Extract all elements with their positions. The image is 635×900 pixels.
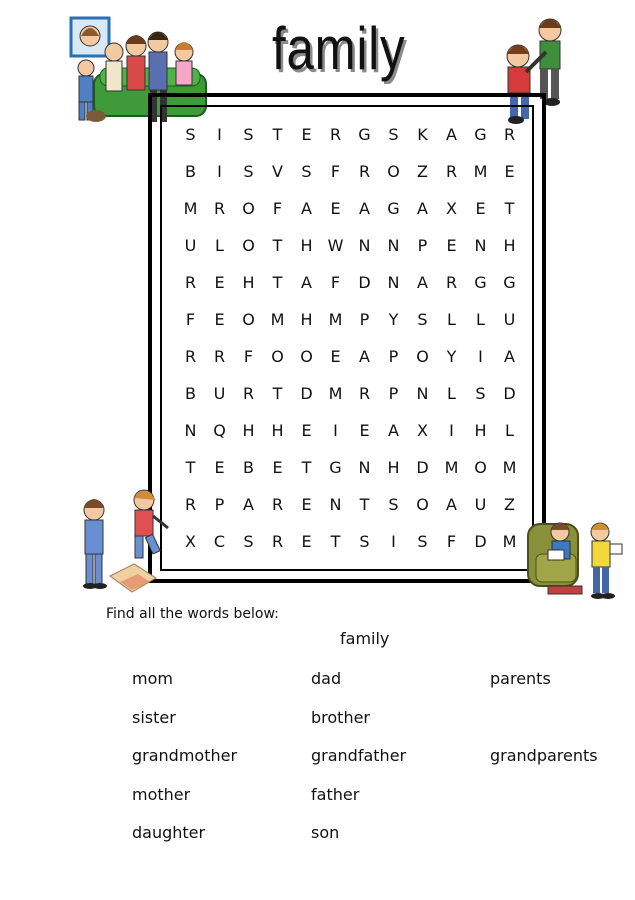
grid-cell: T — [504, 199, 515, 218]
grid-cell: A — [446, 125, 457, 144]
grid-cell: S — [388, 495, 399, 514]
grid-cell: T — [359, 495, 370, 514]
grid-cell: A — [301, 199, 312, 218]
grid-cell: I — [391, 532, 396, 551]
word-list-item: sister — [132, 708, 176, 727]
grid-cell: E — [446, 236, 457, 255]
grid-cell: N — [387, 273, 400, 292]
grid-cell: O — [387, 162, 400, 181]
family-reading-on-armchair-illustration — [526, 514, 626, 604]
grid-cell: R — [213, 199, 226, 218]
grid-cell: F — [243, 347, 254, 366]
grid-cell: F — [330, 273, 341, 292]
instructions-text: Find all the words below: — [106, 606, 279, 622]
grid-cell: O — [242, 310, 255, 329]
word-search-grid — [176, 116, 524, 560]
word-list-item: parents — [490, 669, 551, 688]
grid-cell: P — [388, 384, 399, 403]
grid-cell: O — [242, 236, 255, 255]
word-list-item: grandmother — [132, 746, 238, 765]
grid-cell: H — [242, 421, 255, 440]
grid-cell: D — [416, 458, 429, 477]
grid-cell: M — [444, 458, 459, 477]
grid-cell: R — [503, 125, 516, 144]
grid-cell: X — [185, 532, 196, 551]
grid-cell: E — [301, 532, 312, 551]
grid-cell: T — [272, 273, 283, 292]
grid-cell: S — [243, 532, 254, 551]
grid-cell: Z — [504, 495, 515, 514]
grid-cell: E — [301, 421, 312, 440]
word-list-item: grandfather — [311, 746, 407, 765]
grid-cell: M — [270, 310, 285, 329]
grid-cell: O — [416, 347, 429, 366]
grid-cell: G — [474, 273, 487, 292]
grid-cell: I — [449, 421, 454, 440]
grid-cell: R — [242, 384, 255, 403]
grid-cell: A — [359, 347, 370, 366]
grid-cell: K — [417, 125, 428, 144]
grid-cell: G — [358, 125, 371, 144]
grid-cell: W — [327, 236, 344, 255]
grid-cell: E — [272, 458, 283, 477]
grid-cell: E — [330, 347, 341, 366]
grid-cell: M — [502, 458, 517, 477]
grid-cell: X — [417, 421, 428, 440]
grid-cell: O — [300, 347, 313, 366]
grid-cell: S — [388, 125, 399, 144]
grid-cell: S — [475, 384, 486, 403]
word-list-item: father — [311, 785, 360, 804]
grid-cell: S — [417, 310, 428, 329]
grid-cell: P — [214, 495, 225, 514]
grid-cell: L — [215, 236, 224, 255]
grid-cell: A — [417, 199, 428, 218]
grid-cell: R — [184, 347, 197, 366]
grid-cell: H — [503, 236, 516, 255]
grid-cell: G — [329, 458, 342, 477]
grid-cell: A — [417, 273, 428, 292]
grid-cell: P — [388, 347, 399, 366]
grid-cell: T — [272, 125, 283, 144]
grid-cell: H — [387, 458, 400, 477]
grid-cell: D — [474, 532, 487, 551]
page-title: family — [272, 15, 406, 82]
grid-cell: G — [387, 199, 400, 218]
grid-cell: U — [184, 236, 197, 255]
grid-cell: I — [217, 125, 222, 144]
grid-cell: N — [358, 236, 371, 255]
grid-cell: L — [447, 310, 456, 329]
grid-cell: N — [416, 384, 429, 403]
grid-cell: E — [214, 273, 225, 292]
grid-cell: E — [301, 125, 312, 144]
grid-cell: A — [243, 495, 254, 514]
grid-cell: V — [272, 162, 283, 181]
grid-cell: U — [503, 310, 516, 329]
grid-cell: G — [474, 125, 487, 144]
grid-cell: U — [474, 495, 487, 514]
grid-cell: S — [243, 125, 254, 144]
grid-cell: N — [387, 236, 400, 255]
girls-playing-hopscotch-illustration — [72, 488, 182, 596]
grid-cell: L — [505, 421, 514, 440]
grid-cell: O — [474, 458, 487, 477]
word-list-item: brother — [311, 708, 371, 727]
grid-cell: H — [271, 421, 284, 440]
grid-cell: R — [445, 273, 458, 292]
grid-cell: A — [301, 273, 312, 292]
word-list-item: son — [311, 823, 340, 842]
grid-cell: U — [213, 384, 226, 403]
grid-cell: R — [184, 273, 197, 292]
grid-cell: T — [330, 532, 341, 551]
grid-cell: I — [478, 347, 483, 366]
grid-cell: F — [272, 199, 283, 218]
grid-cell: O — [271, 347, 284, 366]
grid-cell: S — [243, 162, 254, 181]
grid-cell: Q — [213, 421, 226, 440]
word-list-item: mother — [132, 785, 191, 804]
grid-cell: Y — [446, 347, 457, 366]
grid-cell: T — [301, 458, 312, 477]
grid-cell: N — [474, 236, 487, 255]
grid-cell: S — [359, 532, 370, 551]
grid-cell: R — [329, 125, 342, 144]
grid-cell: E — [214, 458, 225, 477]
word-list-item: mom — [132, 669, 173, 688]
grid-cell: R — [358, 162, 371, 181]
word-list-item: daughter — [132, 823, 206, 842]
grid-cell: F — [446, 532, 457, 551]
grid-cell: M — [328, 310, 343, 329]
grid-cell: O — [416, 495, 429, 514]
grid-cell: X — [446, 199, 457, 218]
grid-cell: E — [504, 162, 515, 181]
grid-cell: P — [417, 236, 428, 255]
grid-cell: B — [185, 162, 196, 181]
grid-cell: F — [185, 310, 196, 329]
grid-cell: M — [502, 532, 517, 551]
grid-cell: N — [329, 495, 342, 514]
grid-cell: N — [358, 458, 371, 477]
grid-cell: M — [328, 384, 343, 403]
grid-cell: O — [242, 199, 255, 218]
grid-cell: P — [359, 310, 370, 329]
grid-cell: D — [300, 384, 313, 403]
grid-cell: T — [185, 458, 196, 477]
grid-cell: D — [358, 273, 371, 292]
grid-cell: S — [417, 532, 428, 551]
grid-cell: D — [503, 384, 516, 403]
grid-cell: E — [330, 199, 341, 218]
grid-cell: L — [476, 310, 485, 329]
grid-cell: E — [359, 421, 370, 440]
grid-cell: I — [333, 421, 338, 440]
grid-cell: E — [475, 199, 486, 218]
grid-cell: E — [301, 495, 312, 514]
grid-cell: R — [213, 347, 226, 366]
grid-cell: I — [217, 162, 222, 181]
grid-cell: H — [474, 421, 487, 440]
grid-cell: H — [300, 310, 313, 329]
grid-cell: H — [300, 236, 313, 255]
grid-cell: R — [358, 384, 371, 403]
grid-cell: C — [213, 532, 226, 551]
grid-cell: B — [185, 384, 196, 403]
grid-cell: A — [388, 421, 399, 440]
grid-cell: N — [184, 421, 197, 440]
grid-cell: R — [445, 162, 458, 181]
grid-cell: L — [447, 384, 456, 403]
grid-cell: T — [272, 236, 283, 255]
grid-cell: A — [359, 199, 370, 218]
word-list-item: dad — [311, 669, 342, 688]
grid-cell: B — [243, 458, 254, 477]
grid-cell: S — [185, 125, 196, 144]
grid-cell: T — [272, 384, 283, 403]
word-list-title: family — [340, 629, 390, 648]
grid-cell: R — [271, 495, 284, 514]
grid-cell: E — [214, 310, 225, 329]
grid-cell: A — [504, 347, 515, 366]
grid-cell: R — [271, 532, 284, 551]
grid-cell: M — [473, 162, 488, 181]
word-list-item: grandparents — [490, 746, 598, 765]
grid-cell: F — [330, 162, 341, 181]
grid-cell: H — [242, 273, 255, 292]
grid-cell: S — [301, 162, 312, 181]
grid-cell: A — [446, 495, 457, 514]
grid-cell: R — [184, 495, 197, 514]
grid-cell: G — [503, 273, 516, 292]
grid-cell: M — [183, 199, 198, 218]
grid-cell: Z — [417, 162, 428, 181]
grid-cell: Y — [388, 310, 399, 329]
